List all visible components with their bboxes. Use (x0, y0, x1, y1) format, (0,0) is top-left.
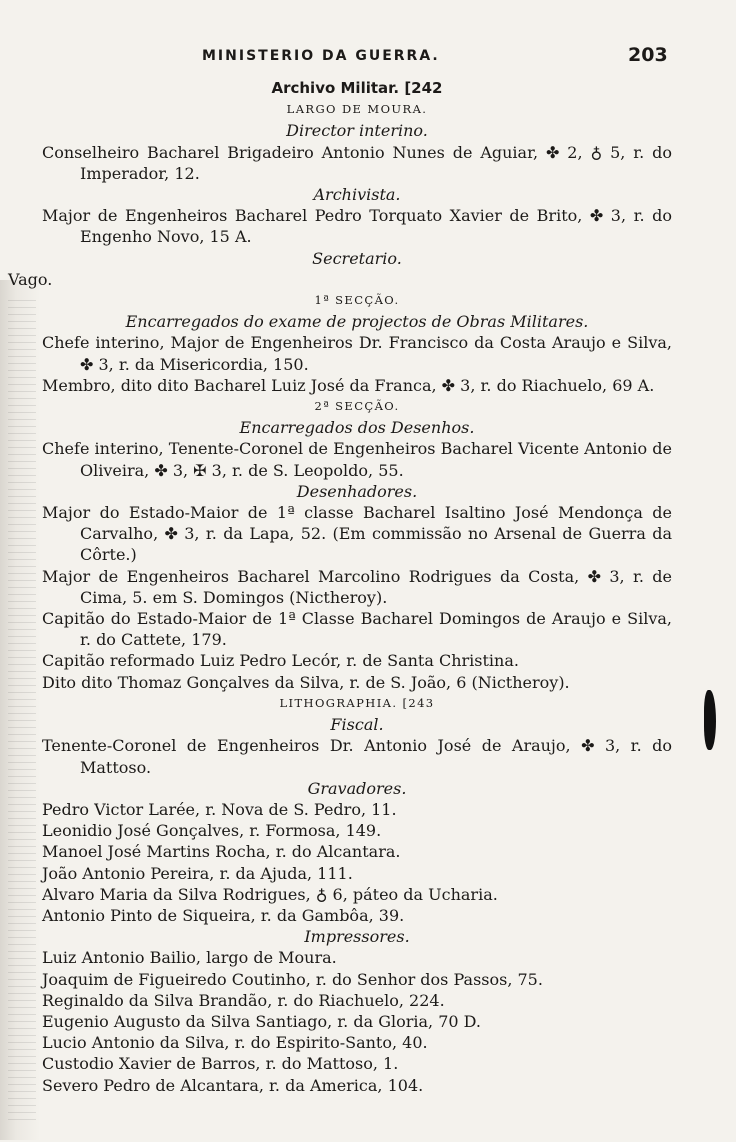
entry: Chefe interino, Tenente-Coronel de Engenheiros Bacharel Vicente Antonio de Oliveira, ✤ 3, ✠ 3, r. de S. Leopoldo, 55. (42, 439, 672, 480)
entry: Antonio Pinto de Siqueira, r. da Gambôa, 39. (42, 905, 405, 925)
entry: Capitão reformado Luiz Pedro Lecór, r. de Santa Christina. (42, 651, 519, 671)
subsection-title: 2ª SECÇÃO. (314, 399, 400, 414)
entry: Reginaldo da Silva Brandão, r. do Riachuelo, 224. (42, 990, 445, 1010)
entry: Eugenio Augusto da Silva Santiago, r. da Gloria, 70 D. (42, 1011, 481, 1031)
entry: Joaquim de Figueiredo Coutinho, r. do Senhor dos Passos, 75. (42, 969, 543, 989)
running-header (0, 44, 736, 72)
entry: João Antonio Pereira, r. da Ajuda, 111. (42, 863, 353, 883)
running-title: MINISTERIO DA GUERRA. (202, 48, 440, 64)
entry: Conselheiro Bacharel Brigadeiro Antonio Nunes de Aguiar, ✤ 2, ♁ 5, r. do Imperador, 12. (42, 142, 672, 183)
entry: Manoel José Martins Rocha, r. do Alcantara. (42, 842, 401, 862)
page-body (8, 78, 672, 1096)
entry: Major de Engenheiros Bacharel Pedro Torquato Xavier de Brito, ✤ 3, r. do Engenho Novo, 15 A. (42, 206, 672, 247)
role-heading: Archivista. (313, 185, 401, 205)
entry: Major do Estado-Maior de 1ª classe Bacharel Isaltino José Mendonça de Carvalho, ✤ 3, r. da Lapa, 52. (Em commissão no Arsenal de Guerra da Côrte.) (42, 503, 672, 565)
entry: Leonidio José Gonçalves, r. Formosa, 149. (42, 821, 382, 841)
entry: Alvaro Maria da Silva Rodrigues, ♁ 6, páteo da Ucharia. (42, 884, 498, 904)
entry: Luiz Antonio Bailio, largo de Moura. (42, 948, 337, 968)
binding-texture (8, 300, 36, 1120)
entry: Pedro Victor Larée, r. Nova de S. Pedro, 11. (42, 799, 397, 819)
entry: Membro, dito dito Bacharel Luiz José da Franca, ✤ 3, r. do Riachuelo, 69 A. (42, 375, 655, 395)
role-heading: Desenhadores. (296, 481, 418, 501)
subsection-title: 1ª SECÇÃO. (314, 293, 400, 308)
entry: Severo Pedro de Alcantara, r. da America, 104. (42, 1075, 424, 1095)
role-heading: Encarregados do exame de projectos de Obras Militares. (125, 312, 589, 332)
ink-blot (704, 690, 716, 750)
section-title: Archivo Militar. [242 (271, 79, 443, 97)
page-number: 203 (628, 44, 668, 66)
role-heading: Impressores. (304, 927, 410, 947)
role-heading: Secretario. (312, 248, 402, 268)
entry: Chefe interino, Major de Engenheiros Dr. Francisco da Costa Araujo e Silva, ✤ 3, r. da Misericordia, 150. (42, 333, 672, 374)
entry: Vago. (8, 269, 53, 289)
section-address: LARGO DE MOURA. (286, 102, 428, 117)
entry: Dito dito Thomaz Gonçalves da Silva, r. de S. João, 6 (Nictheroy). (42, 672, 570, 692)
entry: Lucio Antonio da Silva, r. do Espirito-Santo, 40. (42, 1033, 428, 1053)
role-heading: Fiscal. (330, 715, 384, 735)
role-heading: Director interino. (286, 121, 428, 141)
entry: Tenente-Coronel de Engenheiros Dr. Antonio José de Araujo, ✤ 3, r. do Mattoso. (42, 736, 672, 777)
subsection-title: LITHOGRAPHIA. [243 (279, 695, 435, 710)
entry: Capitão do Estado-Maior de 1ª Classe Bacharel Domingos de Araujo e Silva, r. do Cattete, 179. (42, 609, 672, 650)
role-heading: Gravadores. (307, 778, 407, 798)
entry: Major de Engenheiros Bacharel Marcolino Rodrigues da Costa, ✤ 3, r. de Cima, 5. em S. Domingos (Nictheroy). (42, 566, 672, 607)
role-heading: Encarregados dos Desenhos. (239, 418, 475, 438)
entry: Custodio Xavier de Barros, r. do Mattoso, 1. (42, 1054, 399, 1074)
